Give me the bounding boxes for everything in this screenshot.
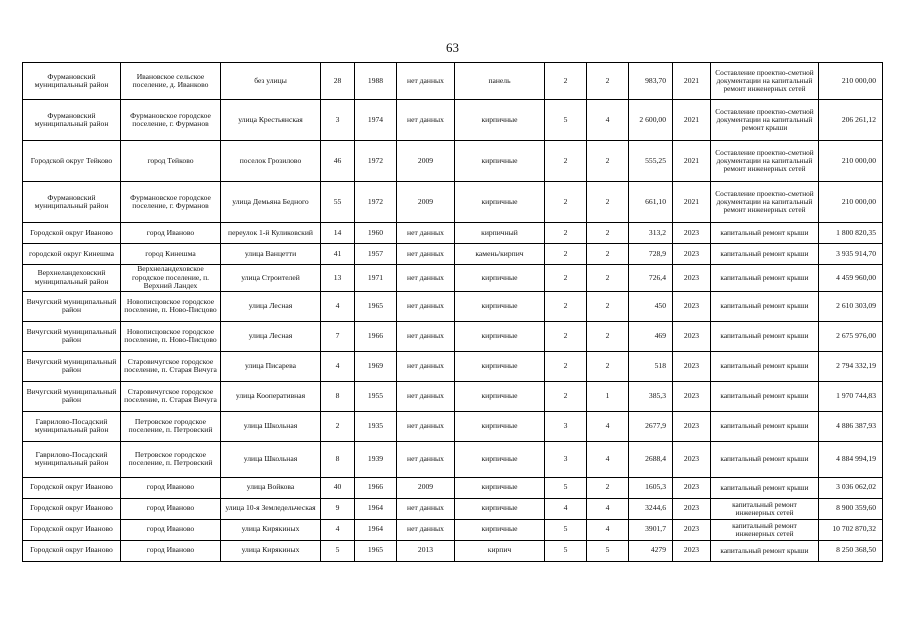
wall-material-cell: кирпич <box>455 540 545 561</box>
last-repair-cell: нет данных <box>397 244 455 265</box>
cost-cell: 8 900 359,60 <box>819 498 883 519</box>
area-cell: 518 <box>629 351 673 381</box>
plan-year-cell: 2023 <box>673 411 711 441</box>
build-year-cell: 1974 <box>355 100 397 141</box>
plan-year-cell: 2023 <box>673 498 711 519</box>
house-number-cell: 3 <box>321 100 355 141</box>
plan-year-cell: 2023 <box>673 244 711 265</box>
district-cell: Вичугский муниципальный район <box>23 381 121 411</box>
area-cell: 450 <box>629 291 673 321</box>
district-cell: Вичугский муниципальный район <box>23 321 121 351</box>
work-type-cell: капитальный ремонт крыши <box>711 291 819 321</box>
last-repair-cell: нет данных <box>397 498 455 519</box>
build-year-cell: 1965 <box>355 540 397 561</box>
cost-cell: 1 970 744,83 <box>819 381 883 411</box>
floors-cell: 5 <box>545 519 587 540</box>
plan-year-cell: 2023 <box>673 321 711 351</box>
last-repair-cell: нет данных <box>397 291 455 321</box>
wall-material-cell: кирпичные <box>455 498 545 519</box>
last-repair-cell: нет данных <box>397 519 455 540</box>
entrances-cell: 4 <box>587 441 629 477</box>
last-repair-cell: нет данных <box>397 63 455 100</box>
district-cell: Фурмановский муниципальный район <box>23 182 121 223</box>
cost-cell: 2 675 976,00 <box>819 321 883 351</box>
settlement-cell: город Иваново <box>121 540 221 561</box>
floors-cell: 2 <box>545 244 587 265</box>
floors-cell: 5 <box>545 100 587 141</box>
district-cell: Городской округ Иваново <box>23 519 121 540</box>
house-number-cell: 8 <box>321 381 355 411</box>
street-cell: улица Школьная <box>221 441 321 477</box>
work-type-cell: Составление проектно-сметной документации на капитальный ремонт инженерных сетей <box>711 141 819 182</box>
floors-cell: 2 <box>545 223 587 244</box>
floors-cell: 4 <box>545 498 587 519</box>
house-number-cell: 41 <box>321 244 355 265</box>
build-year-cell: 1935 <box>355 411 397 441</box>
floors-cell: 3 <box>545 411 587 441</box>
table-row <box>23 351 883 381</box>
build-year-cell: 1966 <box>355 477 397 498</box>
street-cell: улица Ванцетти <box>221 244 321 265</box>
page-number: 63 <box>446 40 459 55</box>
district-cell: Фурмановский муниципальный район <box>23 63 121 100</box>
floors-cell: 5 <box>545 477 587 498</box>
wall-material-cell: кирпичные <box>455 265 545 292</box>
house-number-cell: 13 <box>321 265 355 292</box>
district-cell: Городской округ Иваново <box>23 477 121 498</box>
area-cell: 3244,6 <box>629 498 673 519</box>
settlement-cell: город Иваново <box>121 498 221 519</box>
cost-cell: 1 800 820,35 <box>819 223 883 244</box>
build-year-cell: 1972 <box>355 141 397 182</box>
last-repair-cell: нет данных <box>397 351 455 381</box>
house-number-cell: 8 <box>321 441 355 477</box>
plan-year-cell: 2023 <box>673 381 711 411</box>
area-cell: 728,9 <box>629 244 673 265</box>
entrances-cell: 4 <box>587 411 629 441</box>
wall-material-cell: кирпичный <box>455 223 545 244</box>
street-cell: улица Лесная <box>221 321 321 351</box>
cost-cell: 10 702 870,32 <box>819 519 883 540</box>
entrances-cell: 4 <box>587 100 629 141</box>
plan-year-cell: 2023 <box>673 351 711 381</box>
table-row <box>23 498 883 519</box>
street-cell: улица Кооперативная <box>221 381 321 411</box>
table-row <box>23 540 883 561</box>
street-cell: переулок 1-й Куликовский <box>221 223 321 244</box>
settlement-cell: Петровское городское поселение, п. Петровский <box>121 411 221 441</box>
housing-repair-table <box>22 62 883 562</box>
area-cell: 2677,9 <box>629 411 673 441</box>
table-row <box>23 291 883 321</box>
cost-cell: 210 000,00 <box>819 141 883 182</box>
build-year-cell: 1971 <box>355 265 397 292</box>
build-year-cell: 1972 <box>355 182 397 223</box>
plan-year-cell: 2021 <box>673 141 711 182</box>
wall-material-cell: камень/кирпич <box>455 244 545 265</box>
table-row <box>23 63 883 100</box>
entrances-cell: 2 <box>587 141 629 182</box>
work-type-cell: Составление проектно-сметной документации на капитальный ремонт крыши <box>711 100 819 141</box>
cost-cell: 2 610 303,09 <box>819 291 883 321</box>
entrances-cell: 4 <box>587 498 629 519</box>
area-cell: 1605,3 <box>629 477 673 498</box>
wall-material-cell: кирпичные <box>455 141 545 182</box>
cost-cell: 210 000,00 <box>819 182 883 223</box>
area-cell: 726,4 <box>629 265 673 292</box>
work-type-cell: капитальный ремонт крыши <box>711 265 819 292</box>
area-cell: 983,70 <box>629 63 673 100</box>
cost-cell: 4 886 387,93 <box>819 411 883 441</box>
table-row <box>23 141 883 182</box>
area-cell: 3901,7 <box>629 519 673 540</box>
plan-year-cell: 2023 <box>673 441 711 477</box>
floors-cell: 2 <box>545 351 587 381</box>
last-repair-cell: 2013 <box>397 540 455 561</box>
house-number-cell: 9 <box>321 498 355 519</box>
street-cell: улица Кирякиных <box>221 540 321 561</box>
last-repair-cell: 2009 <box>397 477 455 498</box>
entrances-cell: 2 <box>587 223 629 244</box>
entrances-cell: 2 <box>587 351 629 381</box>
build-year-cell: 1988 <box>355 63 397 100</box>
cost-cell: 2 794 332,19 <box>819 351 883 381</box>
wall-material-cell: кирпичные <box>455 321 545 351</box>
plan-year-cell: 2021 <box>673 182 711 223</box>
entrances-cell: 2 <box>587 477 629 498</box>
district-cell: Городской округ Иваново <box>23 540 121 561</box>
last-repair-cell: нет данных <box>397 411 455 441</box>
wall-material-cell: кирпичные <box>455 351 545 381</box>
build-year-cell: 1964 <box>355 519 397 540</box>
plan-year-cell: 2023 <box>673 223 711 244</box>
floors-cell: 2 <box>545 182 587 223</box>
house-number-cell: 4 <box>321 291 355 321</box>
settlement-cell: Петровское городское поселение, п. Петровский <box>121 441 221 477</box>
house-number-cell: 55 <box>321 182 355 223</box>
house-number-cell: 5 <box>321 540 355 561</box>
table-row <box>23 441 883 477</box>
settlement-cell: Верхнеландеховское городское поселение, п. Верхний Ландех <box>121 265 221 292</box>
plan-year-cell: 2021 <box>673 63 711 100</box>
plan-year-cell: 2023 <box>673 540 711 561</box>
district-cell: Городской округ Иваново <box>23 223 121 244</box>
table-row <box>23 182 883 223</box>
build-year-cell: 1969 <box>355 351 397 381</box>
floors-cell: 3 <box>545 441 587 477</box>
last-repair-cell: 2009 <box>397 182 455 223</box>
street-cell: улица Строителей <box>221 265 321 292</box>
work-type-cell: капитальный ремонт инженерных сетей <box>711 519 819 540</box>
work-type-cell: капитальный ремонт крыши <box>711 411 819 441</box>
settlement-cell: Старовичугское городское поселение, п. Старая Вичуга <box>121 351 221 381</box>
build-year-cell: 1955 <box>355 381 397 411</box>
settlement-cell: Старовичугское городское поселение, п. Старая Вичуга <box>121 381 221 411</box>
work-type-cell: капитальный ремонт крыши <box>711 540 819 561</box>
wall-material-cell: кирпичные <box>455 182 545 223</box>
work-type-cell: капитальный ремонт крыши <box>711 351 819 381</box>
house-number-cell: 7 <box>321 321 355 351</box>
settlement-cell: Ивановское сельское поселение, д. Иванково <box>121 63 221 100</box>
settlement-cell: город Иваново <box>121 477 221 498</box>
build-year-cell: 1939 <box>355 441 397 477</box>
floors-cell: 2 <box>545 291 587 321</box>
house-number-cell: 4 <box>321 351 355 381</box>
area-cell: 555,25 <box>629 141 673 182</box>
wall-material-cell: кирпичные <box>455 381 545 411</box>
district-cell: Городской округ Иваново <box>23 498 121 519</box>
work-type-cell: капитальный ремонт крыши <box>711 223 819 244</box>
street-cell: без улицы <box>221 63 321 100</box>
entrances-cell: 4 <box>587 519 629 540</box>
wall-material-cell: кирпичные <box>455 477 545 498</box>
street-cell: улица 10-я Земледельческая <box>221 498 321 519</box>
street-cell: улица Школьная <box>221 411 321 441</box>
last-repair-cell: нет данных <box>397 265 455 292</box>
street-cell: поселок Грозилово <box>221 141 321 182</box>
area-cell: 661,10 <box>629 182 673 223</box>
work-type-cell: капитальный ремонт крыши <box>711 244 819 265</box>
table-row <box>23 244 883 265</box>
work-type-cell: капитальный ремонт инженерных сетей <box>711 498 819 519</box>
work-type-cell: Составление проектно-сметной документации на капитальный ремонт инженерных сетей <box>711 63 819 100</box>
floors-cell: 2 <box>545 63 587 100</box>
street-cell: улица Крестьянская <box>221 100 321 141</box>
plan-year-cell: 2023 <box>673 265 711 292</box>
entrances-cell: 2 <box>587 265 629 292</box>
entrances-cell: 2 <box>587 291 629 321</box>
entrances-cell: 1 <box>587 381 629 411</box>
district-cell: Гаврилово-Посадский муниципальный район <box>23 411 121 441</box>
settlement-cell: Новописцовское городское поселение, п. Ново-Писцово <box>121 291 221 321</box>
build-year-cell: 1965 <box>355 291 397 321</box>
cost-cell: 206 261,12 <box>819 100 883 141</box>
cost-cell: 3 935 914,70 <box>819 244 883 265</box>
area-cell: 2688,4 <box>629 441 673 477</box>
table-row <box>23 100 883 141</box>
last-repair-cell: нет данных <box>397 441 455 477</box>
area-cell: 313,2 <box>629 223 673 244</box>
work-type-cell: капитальный ремонт крыши <box>711 321 819 351</box>
work-type-cell: капитальный ремонт крыши <box>711 441 819 477</box>
area-cell: 4279 <box>629 540 673 561</box>
work-type-cell: капитальный ремонт крыши <box>711 477 819 498</box>
area-cell: 469 <box>629 321 673 351</box>
street-cell: улица Лесная <box>221 291 321 321</box>
last-repair-cell: нет данных <box>397 381 455 411</box>
settlement-cell: город Иваново <box>121 223 221 244</box>
entrances-cell: 2 <box>587 182 629 223</box>
wall-material-cell: кирпичные <box>455 411 545 441</box>
table-row <box>23 223 883 244</box>
district-cell: Вичугский муниципальный район <box>23 351 121 381</box>
floors-cell: 5 <box>545 540 587 561</box>
table-row <box>23 519 883 540</box>
plan-year-cell: 2023 <box>673 291 711 321</box>
settlement-cell: город Кинешма <box>121 244 221 265</box>
cost-cell: 8 250 368,50 <box>819 540 883 561</box>
cost-cell: 210 000,00 <box>819 63 883 100</box>
house-number-cell: 14 <box>321 223 355 244</box>
settlement-cell: Фурмановское городское поселение, г. Фурманов <box>121 182 221 223</box>
district-cell: Верхнеландеховский муниципальный район <box>23 265 121 292</box>
build-year-cell: 1960 <box>355 223 397 244</box>
last-repair-cell: нет данных <box>397 321 455 351</box>
work-type-cell: капитальный ремонт крыши <box>711 381 819 411</box>
street-cell: улица Кирякиных <box>221 519 321 540</box>
house-number-cell: 46 <box>321 141 355 182</box>
table-row <box>23 321 883 351</box>
area-cell: 2 600,00 <box>629 100 673 141</box>
entrances-cell: 2 <box>587 321 629 351</box>
table-row <box>23 477 883 498</box>
build-year-cell: 1964 <box>355 498 397 519</box>
house-number-cell: 40 <box>321 477 355 498</box>
build-year-cell: 1957 <box>355 244 397 265</box>
street-cell: улица Войкова <box>221 477 321 498</box>
area-cell: 385,3 <box>629 381 673 411</box>
district-cell: Городской округ Тейково <box>23 141 121 182</box>
last-repair-cell: 2009 <box>397 141 455 182</box>
work-type-cell: Составление проектно-сметной документации на капитальный ремонт инженерных сетей <box>711 182 819 223</box>
last-repair-cell: нет данных <box>397 223 455 244</box>
plan-year-cell: 2023 <box>673 519 711 540</box>
cost-cell: 4 884 994,19 <box>819 441 883 477</box>
settlement-cell: Фурмановское городское поселение, г. Фурманов <box>121 100 221 141</box>
last-repair-cell: нет данных <box>397 100 455 141</box>
cost-cell: 4 459 960,00 <box>819 265 883 292</box>
street-cell: улица Писарева <box>221 351 321 381</box>
wall-material-cell: кирпичные <box>455 441 545 477</box>
district-cell: Фурмановский муниципальный район <box>23 100 121 141</box>
wall-material-cell: кирпичные <box>455 519 545 540</box>
floors-cell: 2 <box>545 265 587 292</box>
plan-year-cell: 2021 <box>673 100 711 141</box>
floors-cell: 2 <box>545 321 587 351</box>
plan-year-cell: 2023 <box>673 477 711 498</box>
house-number-cell: 2 <box>321 411 355 441</box>
street-cell: улица Демьяна Бедного <box>221 182 321 223</box>
house-number-cell: 4 <box>321 519 355 540</box>
cost-cell: 3 036 062,02 <box>819 477 883 498</box>
table-row <box>23 381 883 411</box>
wall-material-cell: кирпичные <box>455 100 545 141</box>
settlement-cell: город Тейково <box>121 141 221 182</box>
district-cell: городской округ Кинешма <box>23 244 121 265</box>
table-body <box>23 63 883 562</box>
wall-material-cell: кирпичные <box>455 291 545 321</box>
entrances-cell: 5 <box>587 540 629 561</box>
settlement-cell: город Иваново <box>121 519 221 540</box>
build-year-cell: 1966 <box>355 321 397 351</box>
entrances-cell: 2 <box>587 63 629 100</box>
district-cell: Вичугский муниципальный район <box>23 291 121 321</box>
floors-cell: 2 <box>545 141 587 182</box>
floors-cell: 2 <box>545 381 587 411</box>
wall-material-cell: панель <box>455 63 545 100</box>
table-row <box>23 265 883 292</box>
table-row <box>23 411 883 441</box>
district-cell: Гаврилово-Посадский муниципальный район <box>23 441 121 477</box>
house-number-cell: 28 <box>321 63 355 100</box>
settlement-cell: Новописцовское городское поселение, п. Ново-Писцово <box>121 321 221 351</box>
entrances-cell: 2 <box>587 244 629 265</box>
